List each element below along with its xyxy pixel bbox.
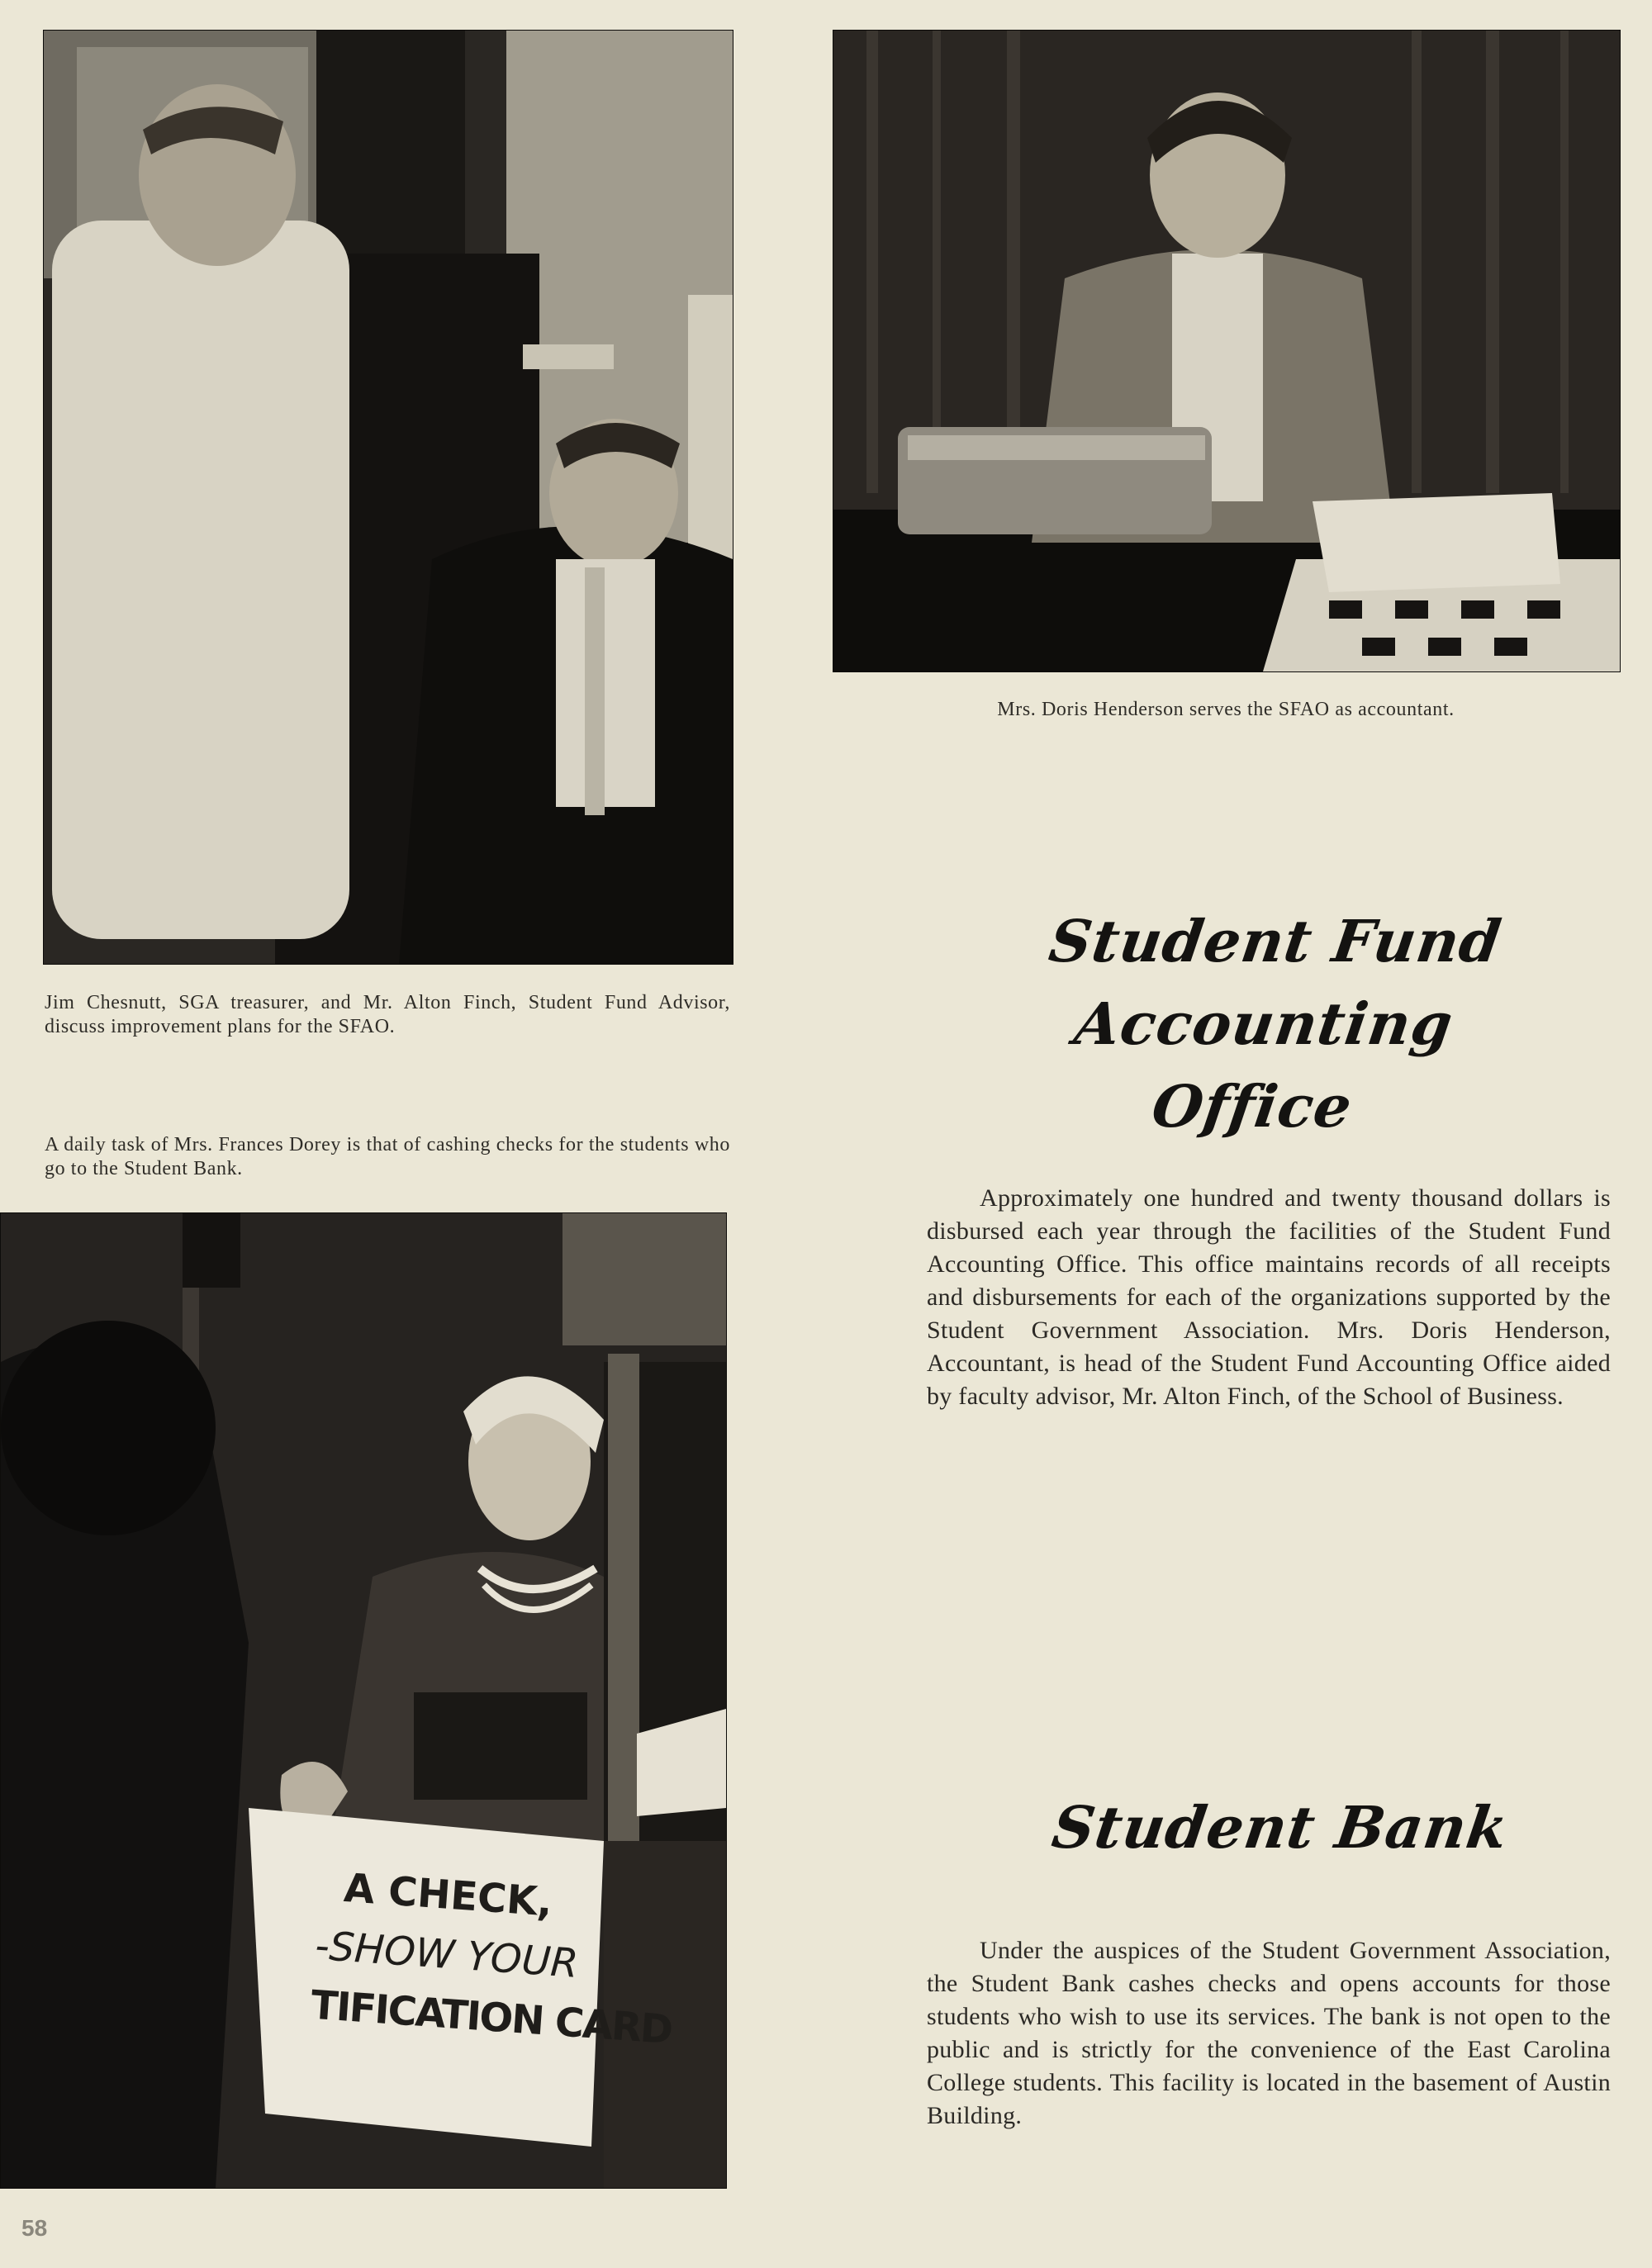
sign-line-1: A CHECK, [342, 1865, 554, 1926]
heading-student-bank: Student Bank [1047, 1793, 1513, 1862]
sign-line-2: -SHOW YOUR [313, 1922, 580, 1987]
caption-dorey-bank: A daily task of Mrs. Frances Dorey is that of cashing checks for the students who go to the Student Bank. [45, 1134, 730, 1179]
caption-henderson: Mrs. Doris Henderson serves the SFAO as accountant. [997, 699, 1455, 720]
photo-chesnutt-finch-image [44, 31, 733, 964]
page-number: 58 [21, 2215, 48, 2241]
photo-chesnutt-finch [43, 30, 733, 965]
photo-dorey-bank [0, 1212, 727, 2189]
sfao-body: Approximately one hundred and twenty thousand dollars is disbursed each year through the facilities of the Student Fund Accounting Office. This office maintains records of all receipts and disbursements for each of the organizations supported by the Student Government Association. Mrs. Doris Henderson, Accountant, is head of the Student Fund Accounting Office aided by faculty advisor, Mr. Alton Finch, of the School of Business. [927, 1184, 1611, 1410]
heading-sfao-line2: Office [1147, 1072, 1357, 1141]
photo-henderson [833, 30, 1621, 672]
bank-body: Under the auspices of the Student Government Association, the Student Bank cashes checks and opens accounts for those students who wish to use its services. The bank is not open to the public and is strictly for the convenience of the East Carolina College students. This facility is located in the basement of Austin Building. [927, 1937, 1611, 2129]
sign-line-3: TIFICATION CARD [309, 1981, 673, 2053]
heading-sfao [883, 900, 1645, 1148]
photo-henderson-image [833, 31, 1620, 671]
heading-sfao-line1: Student Fund Accounting [1045, 907, 1506, 1058]
caption-chesnutt-finch: Jim Chesnutt, SGA treasurer, and Mr. Alton Finch, Student Fund Advisor, discuss improvement plans for the SFAO. [45, 992, 730, 1037]
